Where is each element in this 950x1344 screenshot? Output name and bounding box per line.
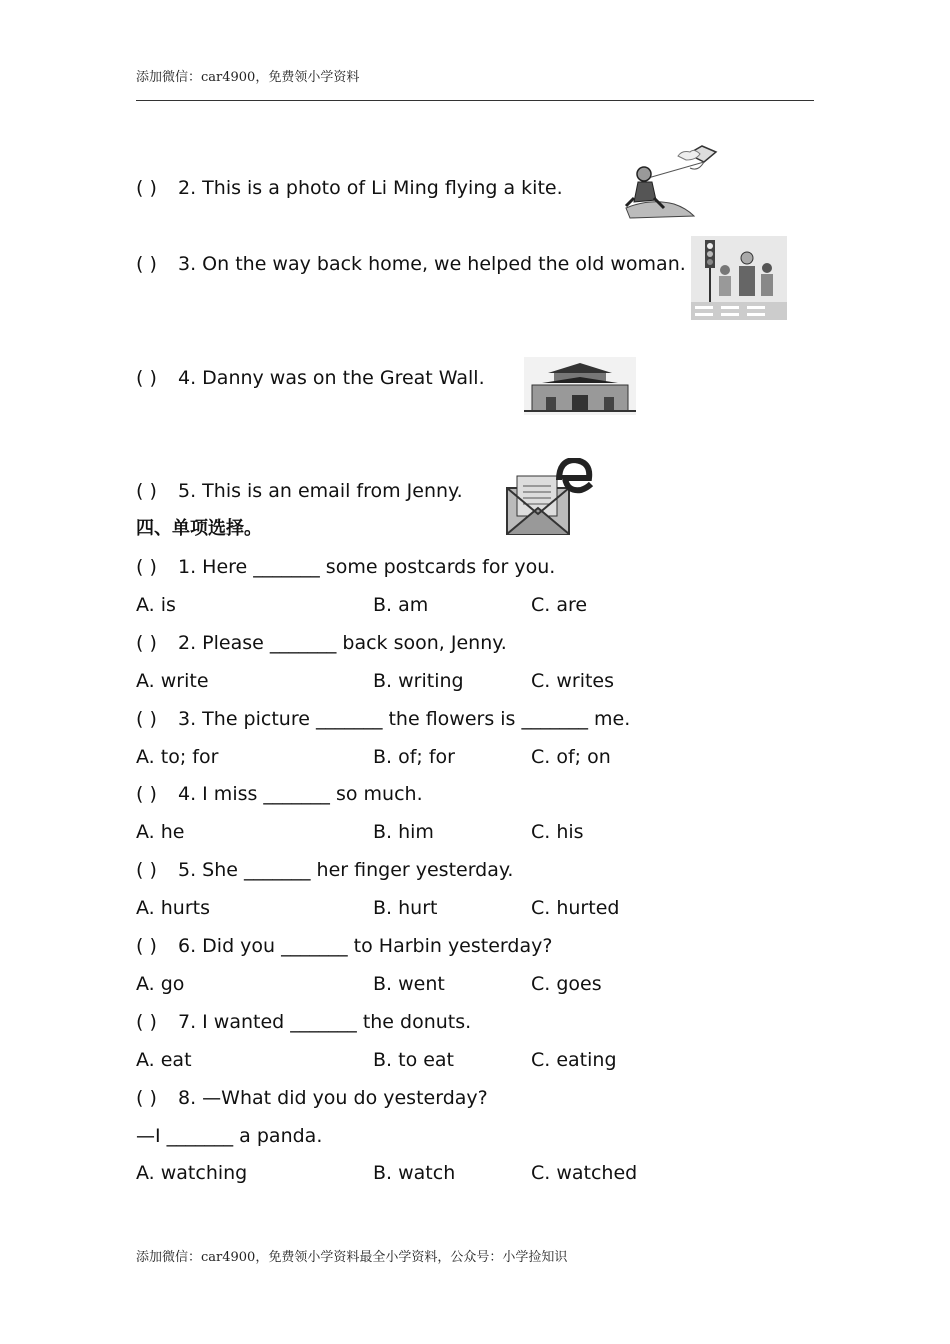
- question-7: [136, 1009, 471, 1035]
- question-stem: 7. I wanted _______ the donuts.: [178, 1011, 472, 1033]
- answer-bracket[interactable]: ( ): [136, 367, 157, 389]
- answer-bracket[interactable]: ( ): [136, 859, 157, 881]
- item-text: 2. This is a photo of Li Ming flying a kite.: [178, 177, 563, 199]
- question-stem: 8. —What did you do yesterday?: [178, 1087, 488, 1109]
- option-c: C. his: [531, 821, 584, 843]
- boy-flying-kite-icon: [620, 142, 724, 224]
- answer-bracket[interactable]: ( ): [136, 253, 157, 275]
- option-a: A. he: [136, 821, 185, 843]
- part3-item-3: [136, 251, 686, 277]
- option-c: C. of; on: [531, 746, 611, 768]
- option-b: B. of; for: [373, 746, 455, 768]
- option-c: C. writes: [531, 670, 615, 692]
- page-footer: 添加微信：car4900，免费领小学资料最全小学资料，公众号：小学捡知识: [136, 1250, 568, 1265]
- item-text: 4. Danny was on the Great Wall.: [178, 367, 485, 389]
- answer-bracket[interactable]: ( ): [136, 1087, 157, 1109]
- option-a: A. go: [136, 973, 185, 995]
- option-b: B. went: [373, 973, 445, 995]
- answer-bracket[interactable]: ( ): [136, 708, 157, 730]
- question-stem: 5. She _______ her finger yesterday.: [178, 859, 514, 881]
- option-b: B. writing: [373, 670, 464, 692]
- option-b: B. am: [373, 594, 429, 616]
- option-c: C. are: [531, 594, 588, 616]
- question-3: [136, 706, 630, 732]
- question-1: [136, 554, 555, 580]
- option-b: B. to eat: [373, 1049, 455, 1071]
- option-c: C. eating: [531, 1049, 617, 1071]
- question-stem: 2. Please _______ back soon, Jenny.: [178, 632, 507, 654]
- answer-bracket[interactable]: ( ): [136, 783, 157, 805]
- item-text: 3. On the way back home, we helped the old woman.: [178, 253, 686, 275]
- option-a: A. watching: [136, 1162, 248, 1184]
- answer-bracket[interactable]: ( ): [136, 480, 157, 502]
- option-b: B. hurt: [373, 897, 438, 919]
- option-a: A. is: [136, 594, 176, 616]
- page-header: 添加微信：car4900，免费领小学资料: [136, 70, 360, 85]
- option-c: C. goes: [531, 973, 602, 995]
- option-c: C. watched: [531, 1162, 638, 1184]
- answer-bracket[interactable]: ( ): [136, 935, 157, 957]
- email-envelope-icon: [503, 458, 595, 538]
- option-a: A. eat: [136, 1049, 192, 1071]
- question-2: [136, 630, 507, 656]
- item-text: 5. This is an email from Jenny.: [178, 480, 463, 502]
- question-4: [136, 781, 423, 807]
- option-c: C. hurted: [531, 897, 620, 919]
- question-6: [136, 933, 552, 959]
- option-b: B. him: [373, 821, 434, 843]
- answer-bracket[interactable]: ( ): [136, 1011, 157, 1033]
- header-divider: [136, 100, 814, 101]
- option-b: B. watch: [373, 1162, 456, 1184]
- option-a: A. write: [136, 670, 209, 692]
- option-a: A. to; for: [136, 746, 219, 768]
- answer-bracket[interactable]: ( ): [136, 556, 157, 578]
- answer-bracket[interactable]: ( ): [136, 177, 157, 199]
- question-5: [136, 857, 513, 883]
- part3-item-4: [136, 365, 485, 391]
- answer-bracket[interactable]: ( ): [136, 632, 157, 654]
- answer-line: —I _______ a panda.: [136, 1125, 323, 1147]
- question-stem: 6. Did you _______ to Harbin yesterday?: [178, 935, 553, 957]
- part3-item-2: [136, 175, 563, 201]
- section-title: 四、单项选择。: [136, 518, 262, 539]
- question-stem: 3. The picture _______ the flowers is _______ me.: [178, 708, 631, 730]
- part3-item-5: [136, 478, 463, 504]
- question-8: [136, 1085, 488, 1111]
- helping-old-woman-crossing-icon: [691, 236, 787, 320]
- question-stem: 1. Here _______ some postcards for you.: [178, 556, 556, 578]
- question-stem: 4. I miss _______ so much.: [178, 783, 423, 805]
- tiananmen-icon: [524, 357, 636, 415]
- option-a: A. hurts: [136, 897, 210, 919]
